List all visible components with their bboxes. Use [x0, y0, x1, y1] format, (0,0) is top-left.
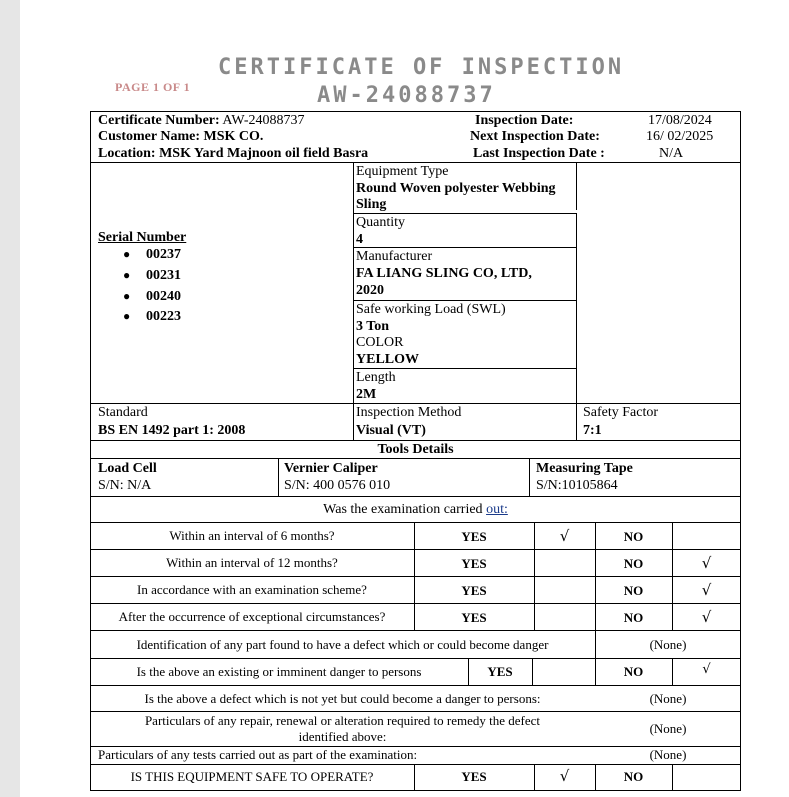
question-defect-identification: Identification of any part found to have a defect which or could become danger: [136, 637, 549, 652]
standard-label: Standard: [98, 405, 148, 420]
question-12-months: Within an interval of 12 months?: [166, 555, 338, 570]
answer-none: (None): [649, 637, 687, 652]
check-mark-icon: √: [701, 581, 712, 599]
load-cell-sn: S/N: N/A: [98, 478, 152, 493]
swl-label: Safe working Load (SWL): [356, 302, 506, 317]
next-inspection-label: Next Inspection Date:: [470, 129, 600, 144]
yes-label: YES: [461, 769, 487, 784]
question-tests-particulars: Particulars of any tests carried out as part of the examination:: [98, 747, 418, 762]
exam-heading: Was the examination carried out:: [323, 502, 508, 517]
swl-value: 3 Ton: [356, 319, 390, 334]
last-inspection-label: Last Inspection Date :: [473, 146, 605, 161]
color-value: YELLOW: [356, 352, 420, 367]
question-repair-particulars: Particulars of any repair, renewal or alteration required to remedy the defect: [144, 713, 541, 728]
document-page: PAGE 1 OF 1 CERTIFICATE OF INSPECTION AW-24088737 Certificate Number: AW-24088737 Customer Name: MSK CO. Location: MSK Yard Majnoon oil field Basra Inspection Date: 17/08/2024 Next Inspection Date: 16/ 02/2025 Last Inspection Date : N/A Serial Number ● 00237 ● 00231 ● 00240 ● 00223 Equipment Type Round Woven polyester Webbing Sling Quantity 4 Manufacturer FA LIANG SLING CO, LTD, 2020 Safe working Load (SWL) 3 Ton COLOR YELLOW Length 2M Standard BS EN 1492 part 1: 2008 Inspection Method Visual (VT) Safety Factor 7:1 Tools Details Load Cell S/N: N/A Vernier Caliper S/N: 400 0576 010 Measuring Tape S/N:10105864 Was the examination carried out: Within an interval of 6 months? YES √ NO Within an interval of 12 months? YES NO √ In accordance with an examination scheme? YES NO √ After the occurrence of exceptional circumstances? YES NO √ Identification of any part found to have a defect which or could become danger (None) Is the above an existing or imminent danger to persons YES NO √ Is the above a defect which is not yet but could become a danger to persons: (None) Particulars of any repair, renewal or alteration required to remedy the defect identified above: (None) Particulars of any tests carried out as part of the examination: (None) IS THIS EQUIPMENT SAFE TO OPERATE? YES √ NO: [20, 0, 789, 797]
check-mark-icon: √: [701, 554, 712, 572]
color-label: COLOR: [356, 335, 404, 350]
question-safe-to-operate: IS THIS EQUIPMENT SAFE TO OPERATE?: [130, 769, 374, 784]
method-value: Visual (VT): [356, 423, 426, 438]
no-label: NO: [623, 529, 644, 544]
question-exam-scheme: In accordance with an examination scheme?: [137, 582, 367, 597]
no-label: NO: [623, 610, 644, 625]
tools-heading: Tools Details: [377, 442, 454, 457]
customer-row: Customer Name: MSK CO.: [98, 129, 264, 144]
answer-none: (None): [649, 721, 687, 736]
inspection-date-label: Inspection Date:: [475, 113, 574, 128]
question-imminent-danger: Is the above an existing or imminent danger to persons: [136, 664, 422, 679]
manufacturer-value: FA LIANG SLING CO, LTD,: [356, 266, 532, 281]
yes-label: YES: [487, 664, 513, 679]
serial-item: 00231: [146, 268, 181, 283]
manufacturer-label: Manufacturer: [356, 249, 433, 264]
certificate-id-title: AW-24088737: [317, 83, 496, 108]
check-mark-icon: √: [559, 527, 570, 545]
tape-sn: S/N:10105864: [536, 478, 618, 493]
no-label: NO: [623, 664, 644, 679]
last-inspection-value: N/A: [659, 146, 684, 161]
question-potential-danger: Is the above a defect which is not yet but could become a danger to persons:: [144, 691, 541, 706]
load-cell-label: Load Cell: [98, 461, 157, 476]
question-repair-particulars-2: identified above:: [298, 729, 387, 744]
answer-none: (None): [649, 747, 687, 762]
yes-label: YES: [461, 583, 487, 598]
certificate-title: CERTIFICATE OF INSPECTION: [218, 55, 625, 80]
no-label: NO: [623, 583, 644, 598]
standard-value: BS EN 1492 part 1: 2008: [98, 423, 246, 438]
check-mark-icon: √: [701, 608, 712, 626]
check-mark-icon: √: [702, 662, 711, 677]
next-inspection-value: 16/ 02/2025: [646, 129, 714, 144]
equipment-type-value-2: Sling: [356, 197, 387, 212]
tape-label: Measuring Tape: [536, 461, 633, 476]
equipment-type-value: Round Woven polyester Webbing: [356, 181, 556, 196]
safety-factor-label: Safety Factor: [583, 405, 659, 420]
no-label: NO: [623, 556, 644, 571]
manufacturer-year: 2020: [356, 283, 384, 298]
location-row: Location: MSK Yard Majnoon oil field Basra: [98, 146, 369, 161]
vernier-label: Vernier Caliper: [284, 461, 378, 476]
yes-label: YES: [461, 556, 487, 571]
serial-item: 00240: [146, 289, 181, 304]
length-value: 2M: [356, 387, 377, 402]
answer-none: (None): [649, 691, 687, 706]
page-number-label: PAGE 1 OF 1: [115, 80, 191, 94]
yes-label: YES: [461, 610, 487, 625]
serial-item: 00237: [146, 247, 181, 262]
safety-factor-value: 7:1: [583, 423, 602, 438]
serial-item: 00223: [146, 309, 181, 324]
method-label: Inspection Method: [356, 405, 462, 420]
yes-label: YES: [461, 529, 487, 544]
quantity-label: Quantity: [356, 215, 405, 230]
vernier-sn: S/N: 400 0576 010: [284, 478, 391, 493]
serial-number-label: Serial Number: [98, 230, 187, 245]
length-label: Length: [356, 370, 396, 385]
inspection-date-value: 17/08/2024: [648, 113, 712, 128]
no-label: NO: [623, 769, 644, 784]
question-6-months: Within an interval of 6 months?: [169, 528, 335, 543]
cert-number-row: Certificate Number: AW-24088737: [98, 113, 305, 128]
equipment-type-label: Equipment Type: [356, 164, 449, 179]
quantity-value: 4: [356, 232, 363, 247]
check-mark-icon: √: [559, 767, 570, 785]
question-exceptional: After the occurrence of exceptional circumstances?: [118, 609, 386, 624]
